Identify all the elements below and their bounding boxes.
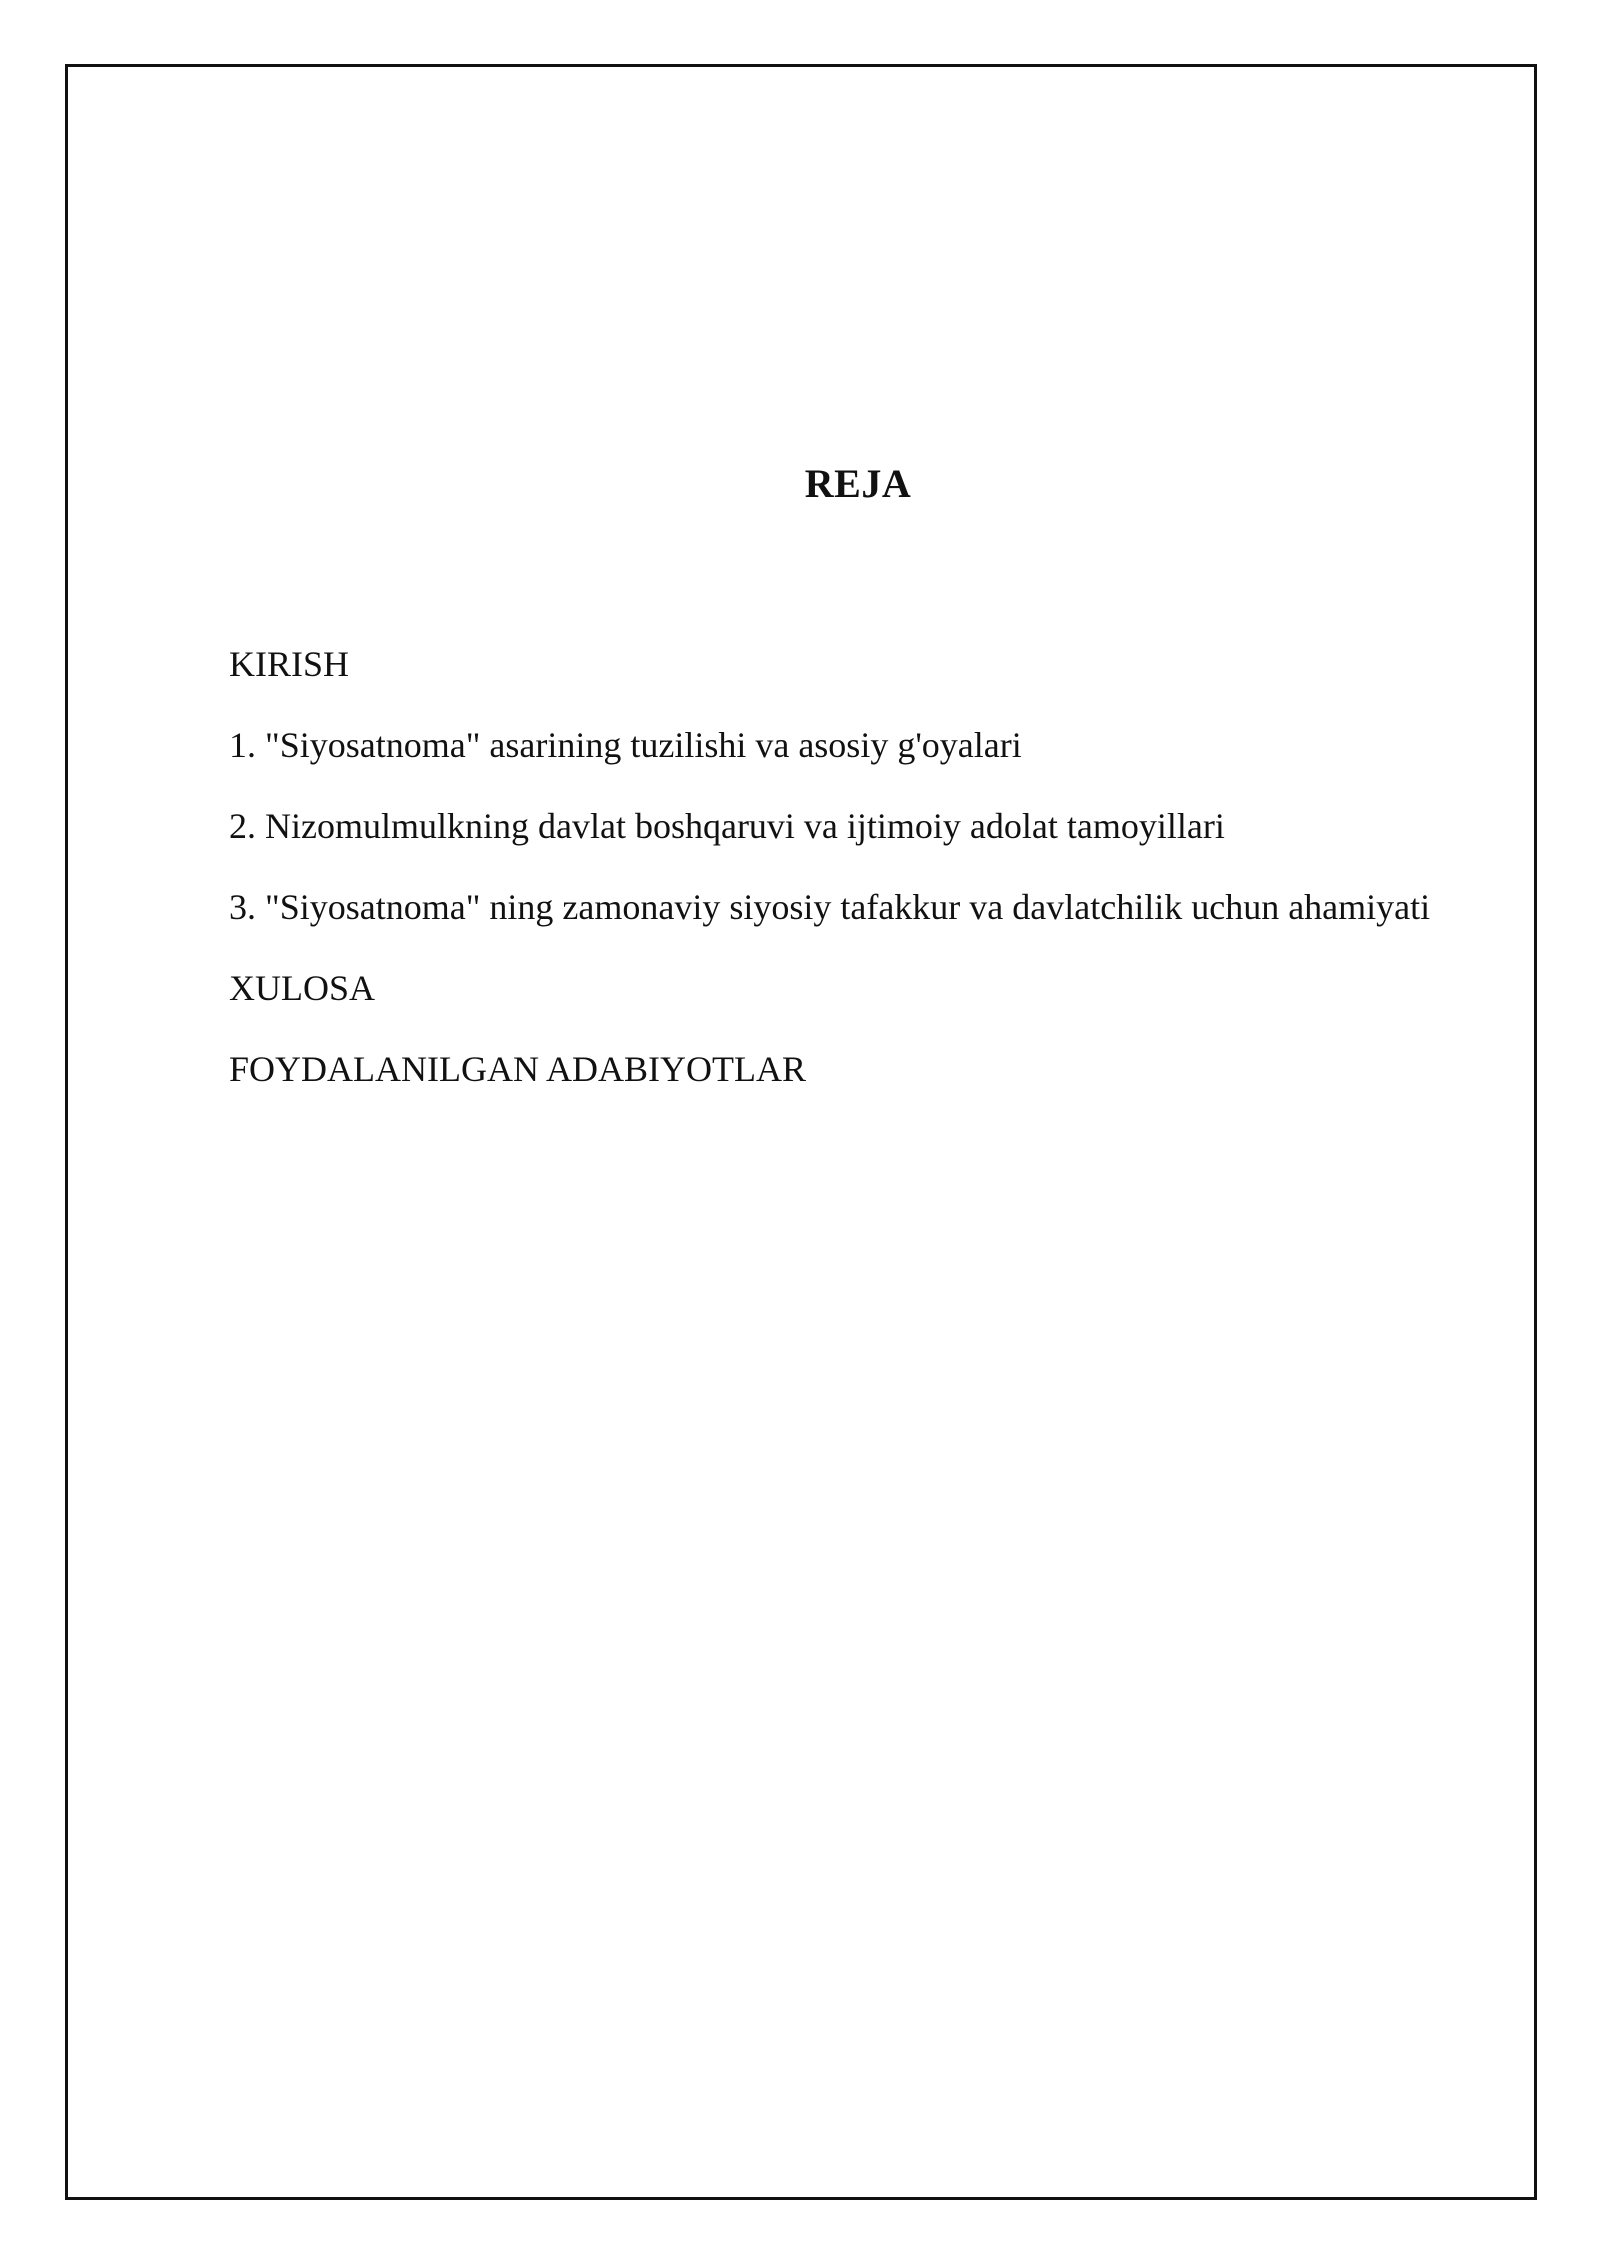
plan-item-chapter-1: 1. "Siyosatnoma" asarining tuzilishi va asosiy g'oyalari (229, 725, 1022, 765)
plan-item-chapter-3: 3. "Siyosatnoma" ning zamonaviy siyosiy tafakkur va davlatchilik uchun ahamiyati (229, 887, 1431, 927)
plan-item-references: FOYDALANILGAN ADABIYOTLAR (229, 1049, 806, 1089)
page-title: REJA (804, 461, 912, 506)
page-border (65, 64, 1537, 2200)
plan-item-conclusion: XULOSA (229, 968, 376, 1008)
plan-item-introduction: KIRISH (229, 644, 350, 684)
plan-list (229, 640, 1430, 1126)
plan-item-chapter-2: 2. Nizomulmulkning davlat boshqaruvi va ijtimoiy adolat tamoyillari (229, 806, 1225, 846)
